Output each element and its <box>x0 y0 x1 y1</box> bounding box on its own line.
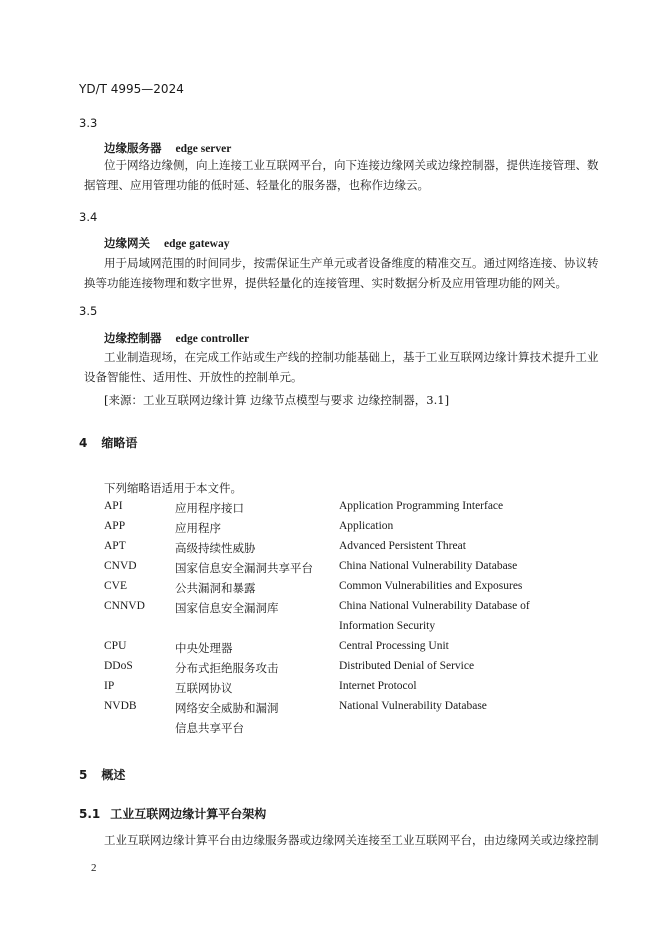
section-number: 4 <box>79 436 88 450</box>
abbrev-code: CVE <box>104 580 127 592</box>
term-zh: 边缘服务器 <box>104 141 162 155</box>
section-title: 缩略语 <box>101 436 138 450</box>
abbrev-zh: 公共漏洞和暴露 <box>175 581 256 595</box>
term-en: edge controller <box>175 333 250 345</box>
page-number: 2 <box>91 862 97 874</box>
abbrev-en-cont: Information Security <box>339 620 436 632</box>
subsection-heading <box>79 805 266 822</box>
abbrev-zh: 国家信息安全漏洞共享平台 <box>175 561 313 575</box>
abbrev-code: NVDB <box>104 700 137 712</box>
abbrev-zh: 分布式拒绝服务攻击 <box>175 661 279 675</box>
paragraph-line: 工业互联网边缘计算平台由边缘服务器或边缘网关连接至工业互联网平台，由边缘网关或边缘控制 <box>104 833 599 847</box>
definition-line: 换等功能连接物理和数字世界，提供轻量化的连接管理、实时数据分析及应用管理功能的网关。 <box>84 276 567 290</box>
term-en: edge gateway <box>164 238 230 250</box>
abbrev-en: China National Vulnerability Database of <box>339 600 530 612</box>
term-heading <box>104 140 231 156</box>
abbrev-en: Advanced Persistent Threat <box>339 540 466 552</box>
abbrev-code: CNVD <box>104 560 137 572</box>
abbrev-zh: 应用程序 <box>175 521 221 535</box>
abbrev-code: CNNVD <box>104 600 145 612</box>
term-heading <box>104 330 249 346</box>
abbrev-intro: 下列缩略语适用于本文件。 <box>104 481 242 495</box>
abbrev-zh: 高级持续性威胁 <box>175 541 256 555</box>
abbrev-en: China National Vulnerability Database <box>339 560 518 572</box>
term-en: edge server <box>175 143 232 155</box>
abbrev-en: Application <box>339 520 394 532</box>
abbrev-en: Internet Protocol <box>339 680 417 692</box>
source-note: [来源：工业互联网边缘计算 边缘节点模型与要求 边缘控制器，3.1] <box>104 393 450 407</box>
section-number: 3.4 <box>79 210 98 224</box>
subsection-number: 5.1 <box>79 807 101 821</box>
abbrev-code: DDoS <box>104 660 133 672</box>
section-title: 概述 <box>101 768 126 782</box>
section-heading <box>79 766 125 783</box>
section-number: 3.3 <box>79 116 98 130</box>
abbrev-zh: 网络安全威胁和漏洞 <box>175 701 279 715</box>
standard-code: YD/T 4995—2024 <box>79 82 184 96</box>
abbrev-en: Application Programming Interface <box>339 500 504 512</box>
abbrev-zh: 互联网协议 <box>175 681 233 695</box>
definition-line: 工业制造现场，在完成工作站或生产线的控制功能基础上，基于工业互联网边缘计算技术提升工业 <box>104 350 599 364</box>
abbrev-en: Distributed Denial of Service <box>339 660 475 672</box>
term-zh: 边缘控制器 <box>104 331 162 345</box>
section-number: 3.5 <box>79 304 98 318</box>
abbrev-en: Common Vulnerabilities and Exposures <box>339 580 523 592</box>
section-number: 5 <box>79 768 88 782</box>
abbrev-en: Central Processing Unit <box>339 640 449 652</box>
abbrev-zh: 中央处理器 <box>175 641 233 655</box>
term-heading <box>104 235 229 251</box>
definition-line: 用于局域网范围的时间同步，按需保证生产单元或者设备维度的精准交互。通过网络连接、协议转 <box>104 256 599 270</box>
section-heading <box>79 434 137 451</box>
abbrev-code: API <box>104 500 123 512</box>
definition-line: 位于网络边缘侧，向上连接工业互联网平台，向下连接边缘网关或边缘控制器，提供连接管理、数 <box>104 158 599 172</box>
abbrev-zh: 应用程序接口 <box>175 501 244 515</box>
abbrev-zh-cont: 信息共享平台 <box>175 721 244 735</box>
abbrev-code: APP <box>104 520 126 532</box>
abbrev-zh: 国家信息安全漏洞库 <box>175 601 279 615</box>
definition-line: 设备智能性、适用性、开放性的控制单元。 <box>84 370 303 384</box>
abbrev-en: National Vulnerability Database <box>339 700 487 712</box>
definition-line: 据管理、应用管理功能的低时延、轻量化的服务器，也称作边缘云。 <box>84 178 429 192</box>
abbrev-code: IP <box>104 680 115 692</box>
subsection-title: 工业互联网边缘计算平台架构 <box>110 807 267 821</box>
abbrev-code: CPU <box>104 640 127 652</box>
term-zh: 边缘网关 <box>104 236 150 250</box>
abbrev-code: APT <box>104 540 126 552</box>
